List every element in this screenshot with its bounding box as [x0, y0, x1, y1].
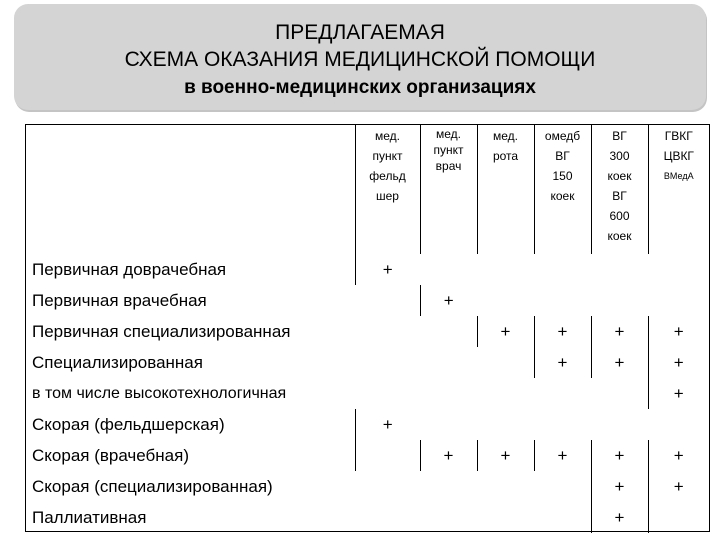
column-header-line: мед.	[493, 129, 518, 143]
mark-cell: +	[420, 285, 477, 316]
mark-cell	[534, 502, 591, 533]
mark-cell: +	[591, 316, 648, 347]
mark-cell	[420, 471, 477, 502]
mark-cell	[477, 502, 534, 533]
mark-cell: +	[591, 502, 648, 533]
mark-cell: +	[648, 378, 709, 409]
mark-cell: +	[420, 440, 477, 471]
row-label: Скорая (врачебная)	[32, 445, 189, 465]
mark-cell	[648, 285, 709, 316]
mark-cell	[477, 409, 534, 440]
mark-cell	[355, 347, 420, 378]
table-row	[25, 316, 709, 347]
row-label: Скорая (фельдшерская)	[32, 414, 225, 434]
table-row	[25, 378, 709, 409]
mark-cell: +	[534, 440, 591, 471]
mark-cell	[420, 316, 477, 347]
title-line-2: СХЕМА ОКАЗАНИЯ МЕДИЦИНСКОЙ ПОМОЩИ	[124, 48, 596, 71]
mark-cell: +	[355, 409, 420, 440]
mark-cell	[420, 502, 477, 533]
title-line-3: в военно-медицинских организациях	[184, 77, 536, 98]
column-header-line: ВМедА	[663, 171, 694, 181]
mark-cell	[420, 378, 477, 409]
mark-cell	[534, 471, 591, 502]
column-header-line: мед.	[375, 129, 400, 143]
column-header-line: фельд	[369, 169, 406, 183]
table-row	[25, 502, 709, 533]
column-header-line: 300	[609, 149, 630, 163]
title-line-1: ПРЕДЛАГАЕМАЯ	[275, 21, 445, 44]
mark-cell	[648, 502, 709, 533]
mark-cell	[477, 378, 534, 409]
column-header-line: пункт	[372, 149, 403, 163]
mark-cell	[591, 254, 648, 285]
mark-cell	[477, 254, 534, 285]
column-header-line: ВГ	[555, 149, 570, 163]
mark-cell: +	[648, 316, 709, 347]
mark-cell: +	[534, 316, 591, 347]
mark-cell	[355, 316, 420, 347]
care-scheme-table	[25, 124, 709, 533]
mark-cell	[355, 471, 420, 502]
column-header-line: коек	[550, 189, 575, 203]
row-label: Специализированная	[32, 352, 203, 372]
mark-cell	[648, 254, 709, 285]
column-header-med-company	[477, 124, 534, 254]
column-header-omedb	[534, 124, 591, 254]
mark-cell	[534, 254, 591, 285]
mark-cell	[355, 285, 420, 316]
column-header-line: пункт	[433, 143, 464, 157]
mark-cell: +	[591, 471, 648, 502]
row-label: Первичная специализированная	[32, 321, 291, 341]
mark-cell	[591, 378, 648, 409]
mark-cell: +	[591, 347, 648, 378]
mark-cell: +	[477, 440, 534, 471]
mark-cell: +	[648, 347, 709, 378]
table-row	[25, 440, 709, 471]
table-header-row	[25, 124, 709, 254]
mark-cell	[648, 409, 709, 440]
table-row	[25, 254, 709, 285]
column-header-medpoint-doctor	[420, 124, 477, 254]
row-label: Скорая (специализированная)	[32, 476, 273, 496]
column-header-medpoint-feldsher	[355, 124, 420, 254]
column-header-line: ВГ	[612, 129, 627, 143]
table-row	[25, 285, 709, 316]
column-header-line: рота	[492, 149, 519, 163]
column-header-line: шер	[376, 189, 399, 203]
mark-cell	[534, 378, 591, 409]
mark-cell	[591, 285, 648, 316]
mark-cell	[355, 378, 420, 409]
column-header-line: мед.	[436, 127, 461, 141]
mark-cell	[477, 285, 534, 316]
mark-cell: +	[648, 471, 709, 502]
column-header-line: коек	[607, 229, 632, 243]
column-header-line: 150	[552, 169, 573, 183]
mark-cell	[477, 471, 534, 502]
row-label: в том числе высокотехнологичная	[32, 384, 287, 402]
mark-cell	[420, 254, 477, 285]
corner-cell	[25, 124, 355, 254]
mark-cell	[534, 285, 591, 316]
column-header-vg	[591, 124, 648, 254]
mark-cell	[355, 502, 420, 533]
mark-cell: +	[648, 440, 709, 471]
column-header-line: ВГ	[612, 189, 627, 203]
column-header-line: омедб	[544, 129, 581, 143]
row-label: Первичная врачебная	[32, 290, 207, 310]
mark-cell: +	[534, 347, 591, 378]
mark-cell	[591, 409, 648, 440]
mark-cell: +	[477, 316, 534, 347]
mark-cell	[355, 440, 420, 471]
mark-cell	[534, 409, 591, 440]
table-row	[25, 471, 709, 502]
table-row	[25, 347, 709, 378]
row-label: Первичная доврачебная	[32, 259, 227, 279]
mark-cell: +	[355, 254, 420, 285]
column-header-line: врач	[435, 159, 462, 173]
column-header-line: коек	[607, 169, 632, 183]
table-row	[25, 409, 709, 440]
mark-cell	[420, 347, 477, 378]
column-header-line: ЦВКГ	[663, 149, 694, 163]
row-label: Паллиативная	[32, 507, 147, 527]
mark-cell: +	[591, 440, 648, 471]
mark-cell	[477, 347, 534, 378]
title-banner	[14, 4, 706, 110]
column-header-line: ГВКГ	[664, 129, 693, 143]
mark-cell	[420, 409, 477, 440]
column-header-gvkg	[648, 124, 709, 254]
column-header-line: 600	[609, 209, 630, 223]
